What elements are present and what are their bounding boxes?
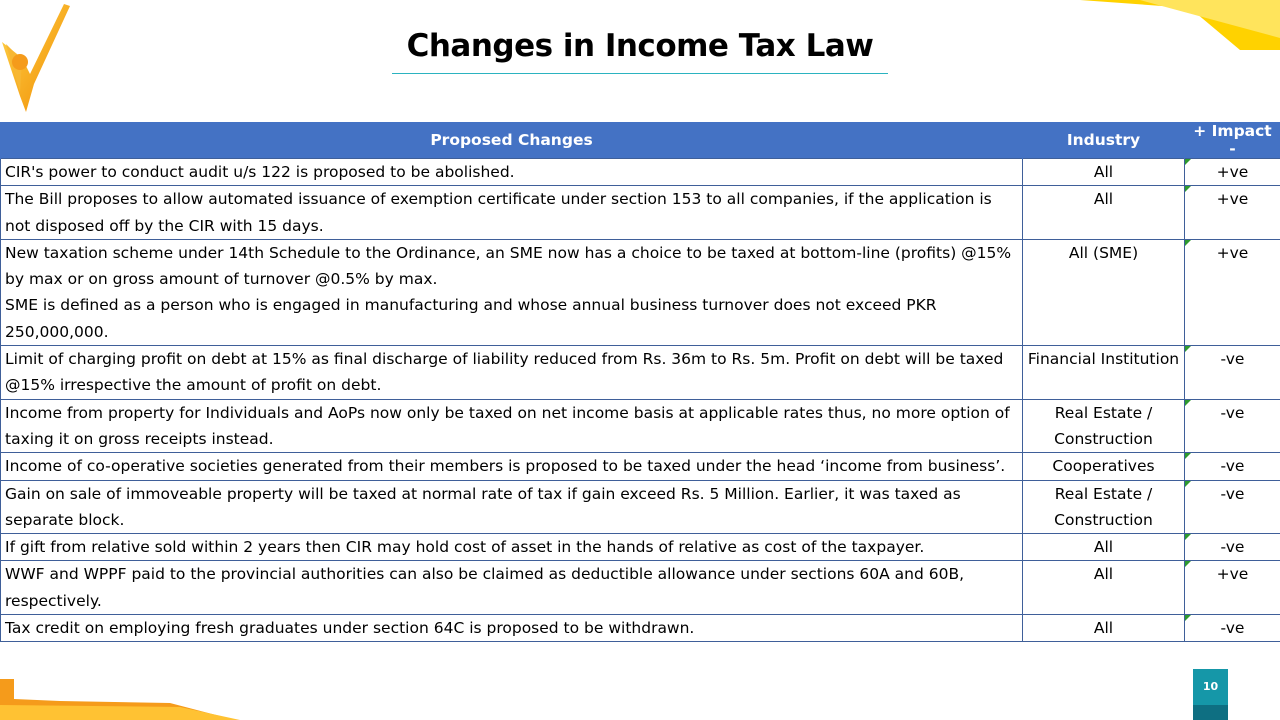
- industry-cell: All: [1023, 561, 1185, 615]
- comment-marker-icon: [1185, 240, 1191, 246]
- table-row: [1, 615, 1280, 642]
- table-row: [1, 346, 1280, 400]
- header-impact: + Impact -: [1185, 122, 1280, 159]
- corner-accent-bottom-left: [0, 675, 240, 720]
- table-header-row: [1, 122, 1280, 159]
- change-description: [1, 239, 1023, 345]
- page-number-badge: [1193, 669, 1228, 720]
- impact-cell: [1185, 561, 1280, 615]
- impact-value: +ve: [1216, 190, 1249, 209]
- impact-cell: [1185, 239, 1280, 345]
- impact-cell: [1185, 399, 1280, 453]
- checkmark-logo: [0, 0, 76, 120]
- impact-value: -ve: [1220, 619, 1245, 638]
- industry-cell: All: [1023, 186, 1185, 240]
- impact-value: -ve: [1220, 484, 1245, 503]
- impact-cell: [1185, 453, 1280, 480]
- comment-marker-icon: [1185, 186, 1191, 192]
- change-description-text: Income from property for Individuals and AoPs now only be taxed on net income basis at applicable rates thus, no more option of taxing it on gross receipts instead.: [5, 403, 1010, 448]
- impact-value: -ve: [1220, 538, 1245, 557]
- comment-marker-icon: [1185, 534, 1191, 540]
- comment-marker-icon: [1185, 481, 1191, 487]
- change-description: [1, 480, 1023, 534]
- impact-cell: [1185, 480, 1280, 534]
- impact-cell: [1185, 346, 1280, 400]
- impact-cell: [1185, 159, 1280, 186]
- comment-marker-icon: [1185, 615, 1191, 621]
- header-industry: Industry: [1023, 122, 1185, 159]
- page-title: Changes in Income Tax Law: [406, 28, 874, 64]
- change-description-text: Tax credit on employing fresh graduates under section 64C is proposed to be withdrawn.: [5, 619, 695, 638]
- change-description-text: If gift from relative sold within 2 years then CIR may hold cost of asset in the hands of relative as cost of the taxpayer.: [5, 538, 925, 557]
- industry-cell: All: [1023, 615, 1185, 642]
- corner-accent-top-right: [1040, 0, 1280, 50]
- change-description: [1, 453, 1023, 480]
- comment-marker-icon: [1185, 400, 1191, 406]
- change-description-text: WWF and WPPF paid to the provincial authorities can also be claimed as deductible allowance under sections 60A and 60B, respectively.: [5, 565, 965, 610]
- change-description-text: SME is defined as a person who is engaged in manufacturing and whose annual business turnover does not exceed PKR 250,000,000.: [5, 296, 937, 341]
- comment-marker-icon: [1185, 561, 1191, 567]
- table-row: [1, 186, 1280, 240]
- impact-value: -ve: [1220, 457, 1245, 476]
- page-number: 10: [1193, 669, 1228, 705]
- change-description: [1, 346, 1023, 400]
- table-row: [1, 399, 1280, 453]
- change-description-text: Income of co-operative societies generated from their members is proposed to be taxed under the head ‘income from business’.: [5, 457, 1006, 476]
- change-description-text: Gain on sale of immoveable property will be taxed at normal rate of tax if gain exceed Rs. 5 Million. Earlier, it was taxed as separate block.: [5, 484, 961, 529]
- impact-cell: [1185, 615, 1280, 642]
- impact-cell: [1185, 534, 1280, 561]
- comment-marker-icon: [1185, 159, 1191, 165]
- industry-cell: All (SME): [1023, 239, 1185, 345]
- impact-value: -ve: [1220, 350, 1245, 369]
- change-description: [1, 399, 1023, 453]
- table-row: [1, 453, 1280, 480]
- industry-cell: Financial Institution: [1023, 346, 1185, 400]
- change-description-text: The Bill proposes to allow automated issuance of exemption certificate under section 153 to all companies, if the application is not disposed off by the CIR with 15 days.: [5, 190, 992, 235]
- industry-cell: Cooperatives: [1023, 453, 1185, 480]
- table-row: [1, 480, 1280, 534]
- change-description: [1, 159, 1023, 186]
- table-row: [1, 239, 1280, 345]
- change-description: [1, 534, 1023, 561]
- industry-cell: All: [1023, 159, 1185, 186]
- comment-marker-icon: [1185, 453, 1191, 459]
- comment-marker-icon: [1185, 346, 1191, 352]
- table-row: [1, 534, 1280, 561]
- impact-value: +ve: [1216, 163, 1249, 181]
- impact-value: +ve: [1216, 565, 1249, 584]
- impact-value: +ve: [1216, 243, 1249, 262]
- changes-table: [0, 122, 1280, 642]
- table-row: [1, 159, 1280, 186]
- change-description-text: Limit of charging profit on debt at 15% as final discharge of liability reduced from Rs. 36m to Rs. 5m. Profit on debt will be taxed @15% irrespective the amount of profit on debt.: [5, 350, 1004, 395]
- industry-cell: All: [1023, 534, 1185, 561]
- impact-value: -ve: [1220, 403, 1245, 422]
- change-description: [1, 615, 1023, 642]
- table-row: [1, 561, 1280, 615]
- header-proposed-changes: Proposed Changes: [1, 122, 1023, 159]
- page-number-base: [1193, 705, 1228, 720]
- change-description-text: New taxation scheme under 14th Schedule to the Ordinance, an SME now has a choice to be taxed at bottom-line (profits) @15% by max or on gross amount of turnover @0.5% by max.: [5, 243, 1012, 289]
- change-description: [1, 186, 1023, 240]
- title-underline: [392, 73, 888, 74]
- industry-cell: Real Estate / Construction: [1023, 480, 1185, 534]
- change-description: [1, 561, 1023, 615]
- change-description-text: CIR's power to conduct audit u/s 122 is proposed to be abolished.: [5, 163, 515, 181]
- industry-cell: Real Estate / Construction: [1023, 399, 1185, 453]
- impact-cell: [1185, 186, 1280, 240]
